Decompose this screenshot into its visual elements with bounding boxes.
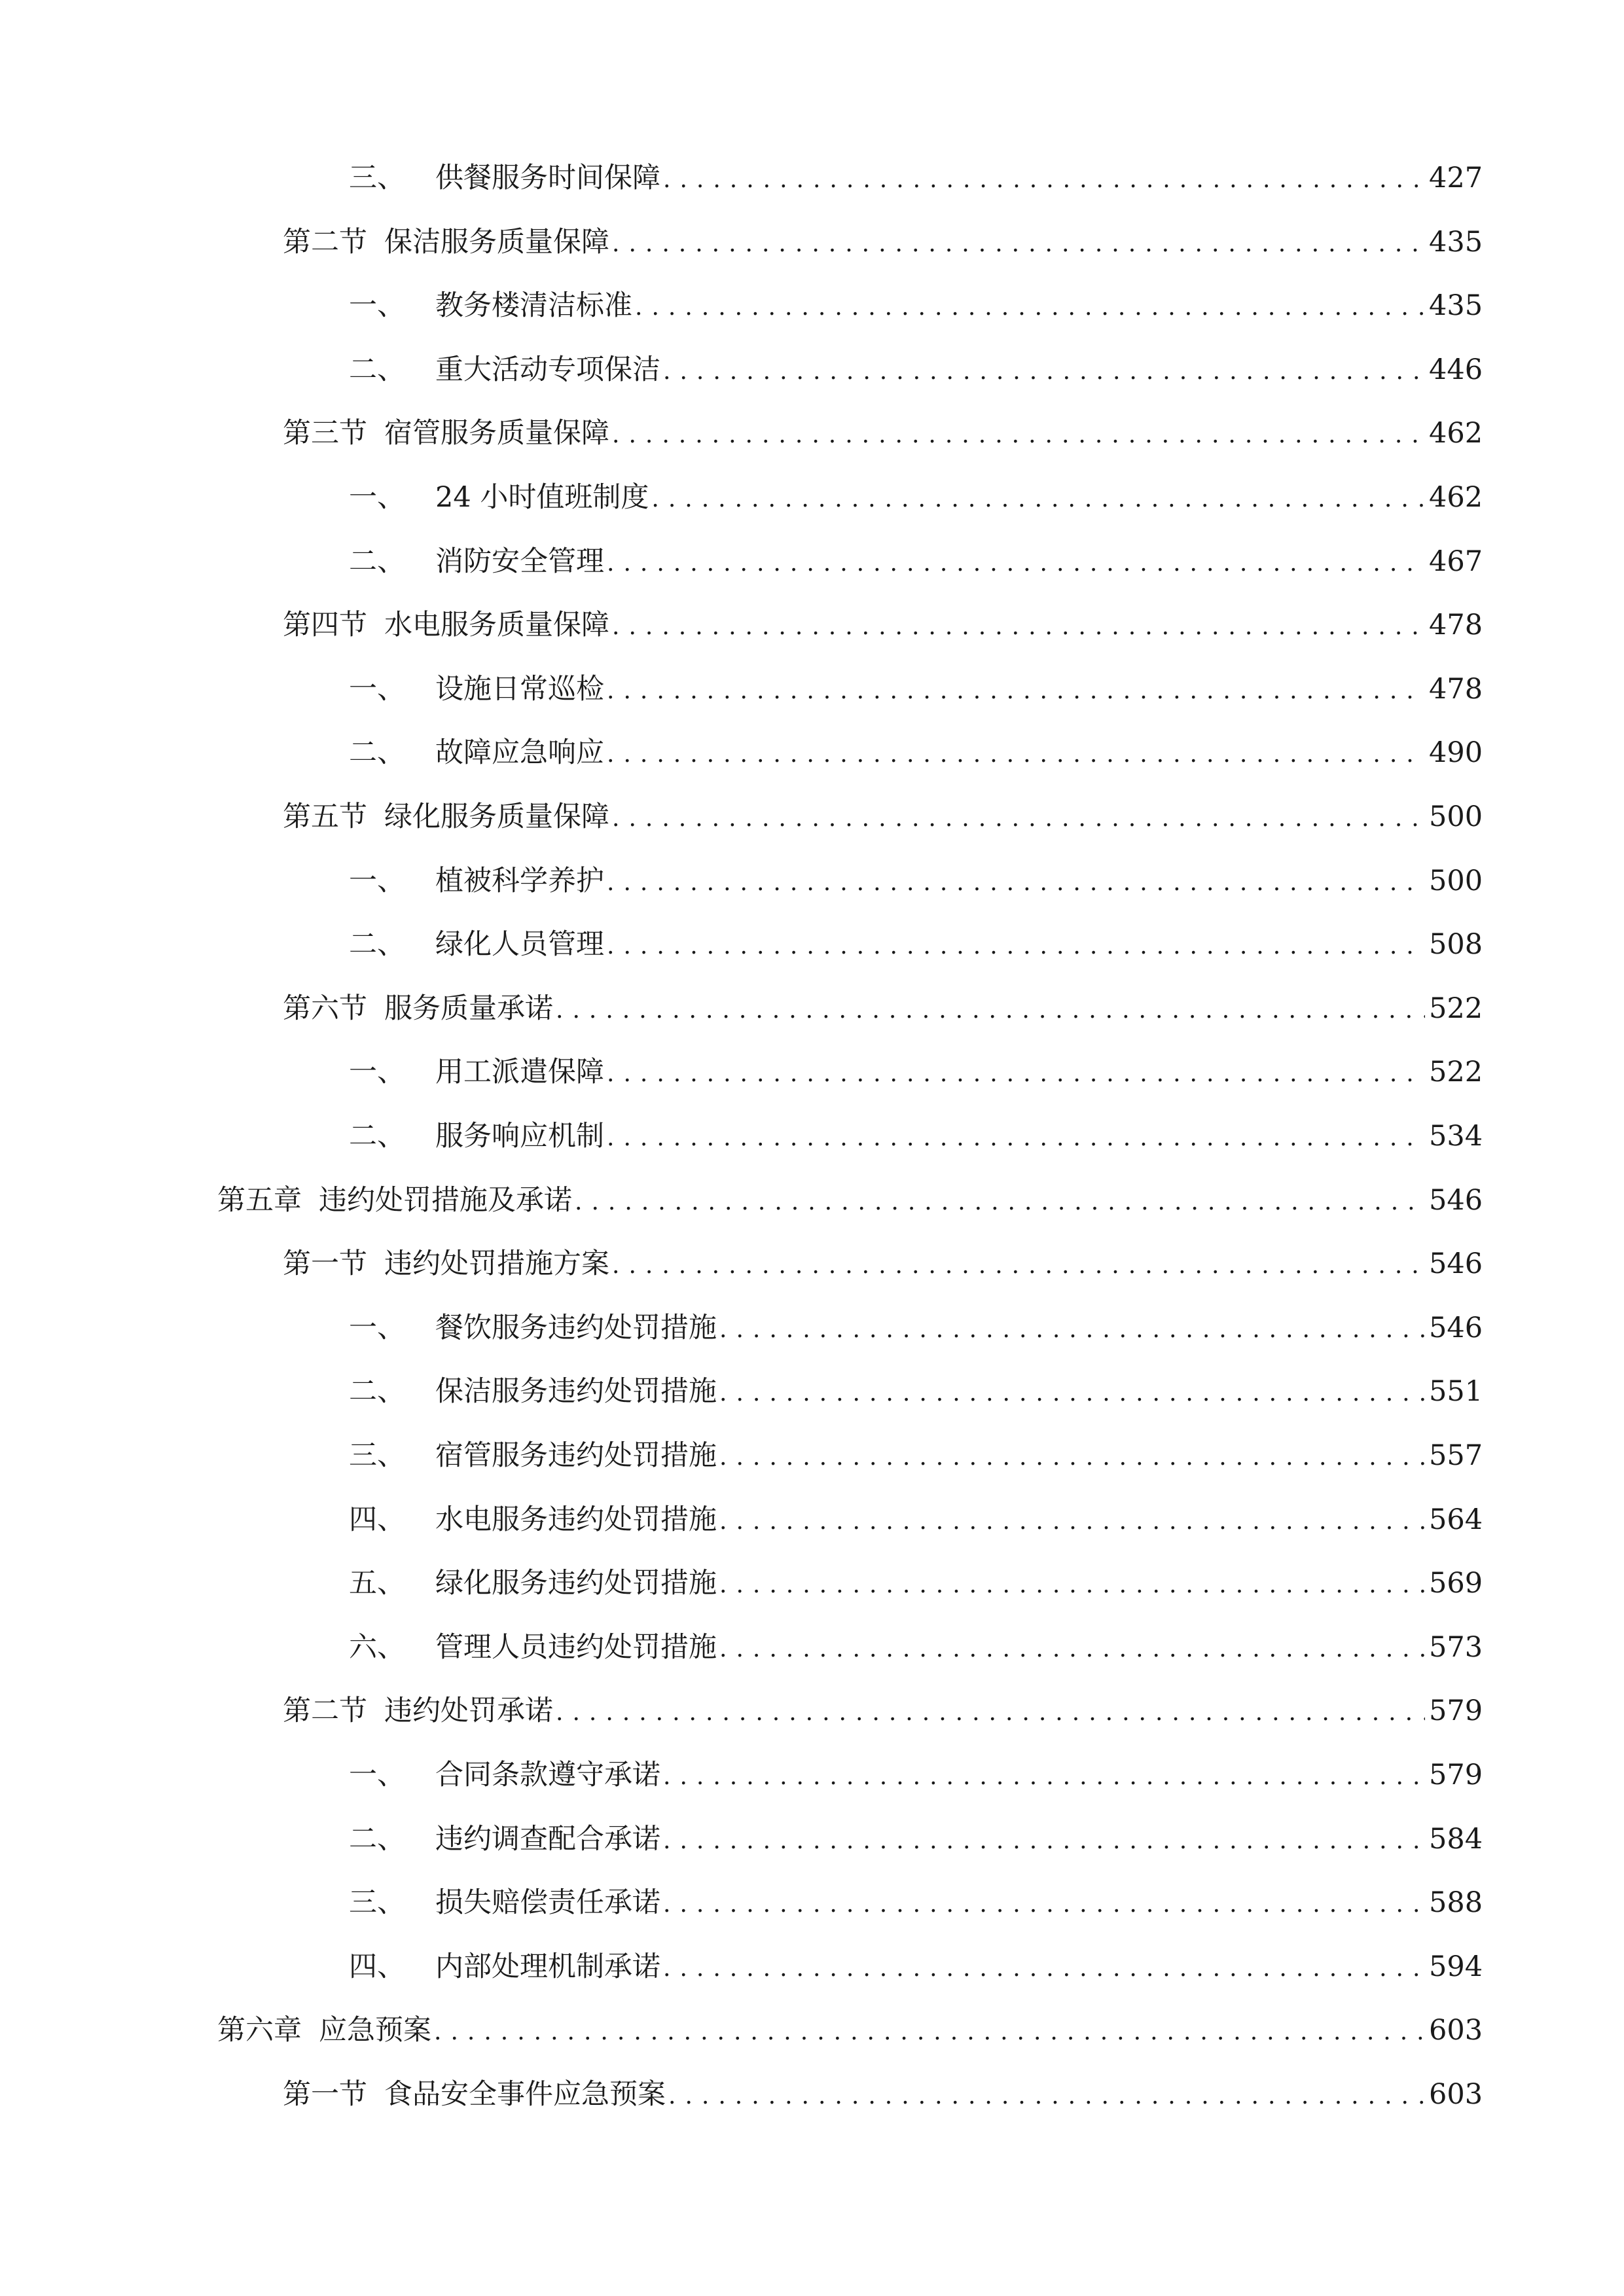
toc-entry-number: 第一节 [283,2078,367,2111]
toc-entry-title: 绿化服务质量保障 [384,800,609,833]
toc-entry-number: 第一节 [283,1247,367,1281]
toc-entry-page-number: 490 [1429,736,1483,770]
toc-entry-number: 二、 [349,1375,405,1408]
toc-entry-number: 六、 [349,1630,405,1664]
toc-entry-number: 二、 [349,353,405,386]
dot-leader [663,156,1425,204]
toc-entry-number: 二、 [349,1822,405,1856]
toc-entry-number: 第五节 [283,800,367,833]
dot-leader [663,1945,1425,1992]
toc-entry-title: 宿管服务违约处罚措施 [435,1439,717,1472]
toc-entry-number: 二、 [349,1120,405,1153]
toc-entry-number: 二、 [349,928,405,961]
toc-entry-title: 植被科学养护 [435,864,604,897]
toc-entry[interactable] [283,985,1483,1032]
toc-entry[interactable] [283,2071,1483,2118]
dot-leader [719,1498,1425,1545]
toc-entry-title: 餐饮服务违约处罚措施 [435,1311,717,1344]
toc-entry[interactable] [349,1049,1483,1096]
toc-entry-title: 教务楼清洁标准 [435,289,632,323]
dot-leader [651,476,1425,523]
toc-entry[interactable] [349,154,1483,202]
dot-leader [663,1881,1425,1928]
toc-entry-page-number: 573 [1429,1630,1483,1664]
dot-leader [607,859,1425,906]
toc-entry-number: 第五章 [217,1183,302,1217]
toc-entry-number: 四、 [349,1503,405,1536]
toc-entry[interactable] [349,1368,1483,1415]
toc-entry[interactable] [349,282,1483,329]
toc-entry[interactable] [349,857,1483,905]
toc-entry-title: 违约处罚承诺 [384,1695,553,1728]
toc-entry-number: 第四节 [283,609,367,642]
dot-leader [612,221,1425,268]
toc-entry-number: 三、 [349,162,405,194]
toc-entry-page-number: 500 [1429,800,1483,833]
dot-leader [635,284,1425,331]
dot-leader [607,1115,1425,1162]
toc-entry-title: 绿化服务违约处罚措施 [435,1567,717,1600]
toc-entry-number: 二、 [349,545,405,578]
toc-entry-page-number: 435 [1429,225,1483,259]
toc-entry[interactable] [283,1687,1483,1734]
toc-entry-page-number: 478 [1429,672,1483,706]
toc-entry-title: 24 小时值班制度 [435,481,649,514]
toc-entry[interactable] [349,538,1483,585]
toc-entry-number: 一、 [349,1759,405,1791]
dot-leader [612,412,1425,459]
toc-entry-page-number: 462 [1429,417,1483,450]
toc-entry-page-number: 478 [1429,609,1483,642]
toc-entry-title: 故障应急响应 [435,736,604,770]
toc-entry[interactable] [349,1113,1483,1160]
toc-entry[interactable] [349,346,1483,393]
toc-entry-page-number: 579 [1429,1695,1483,1728]
toc-entry[interactable] [349,729,1483,776]
dot-leader [612,1242,1425,1289]
toc-entry[interactable] [283,410,1483,457]
toc-entry-page-number: 564 [1429,1503,1483,1536]
toc-entry[interactable] [349,1816,1483,1863]
toc-entry-page-number: 522 [1429,992,1483,1025]
toc-entry-title: 重大活动专项保洁 [435,353,660,386]
toc-entry-title: 内部处理机制承诺 [435,1950,660,1983]
dot-leader [556,987,1425,1034]
toc-entry-page-number: 467 [1429,545,1483,578]
toc-entry[interactable] [349,666,1483,713]
toc-entry[interactable] [349,1560,1483,1607]
toc-entry-page-number: 579 [1429,1759,1483,1791]
toc-entry-number: 三、 [349,1439,405,1472]
toc-entry-page-number: 546 [1429,1183,1483,1217]
toc-entry-title: 服务质量承诺 [384,992,553,1025]
dot-leader [719,1306,1425,1354]
toc-entry-title: 保洁服务违约处罚措施 [435,1375,717,1408]
toc-entry-page-number: 557 [1429,1439,1483,1472]
toc-entry-number: 二、 [349,736,405,770]
dot-leader [575,1179,1425,1226]
toc-entry-number: 第六章 [217,2014,302,2047]
dot-leader [719,1434,1425,1481]
toc-entry-page-number: 603 [1429,2014,1483,2047]
toc-entry-number: 一、 [349,864,405,897]
toc-entry-page-number: 594 [1429,1950,1483,1983]
toc-entry-title: 保洁服务质量保障 [384,225,609,259]
toc-entry-title: 应急预案 [319,2014,431,2047]
toc-entry-page-number: 534 [1429,1120,1483,1153]
toc-entry-title: 用工派遣保障 [435,1056,604,1089]
dot-leader [663,1753,1425,1801]
toc-entry-number: 一、 [349,1311,405,1344]
toc-entry-page-number: 546 [1429,1311,1483,1344]
toc-entry-page-number: 588 [1429,1886,1483,1920]
dot-leader [663,348,1425,395]
dot-leader [607,731,1425,778]
toc-entry-page-number: 508 [1429,928,1483,961]
dot-leader [612,795,1425,842]
toc-entry-title: 消防安全管理 [435,545,604,578]
toc-entry-title: 水电服务质量保障 [384,609,609,642]
toc-entry-title: 违约处罚措施方案 [384,1247,609,1281]
toc-entry-title: 违约调查配合承诺 [435,1822,660,1856]
dot-leader [607,923,1425,970]
toc-entry-number: 四、 [349,1950,405,1983]
toc-entry-number: 五、 [349,1567,405,1600]
toc-entry-title: 绿化人员管理 [435,928,604,961]
toc-entry[interactable] [349,1496,1483,1543]
toc-entry-page-number: 427 [1429,162,1483,194]
toc-entry-page-number: 569 [1429,1567,1483,1600]
toc-entry-title: 水电服务违约处罚措施 [435,1503,717,1536]
toc-entry[interactable] [349,1943,1483,1990]
toc-entry-title: 宿管服务质量保障 [384,417,609,450]
toc-entry-number: 一、 [349,289,405,323]
dot-leader [719,1626,1425,1673]
dot-leader [607,1050,1425,1098]
dot-leader [556,1689,1425,1736]
dot-leader [607,668,1425,715]
toc-entry[interactable] [349,1304,1483,1352]
dot-leader [663,1818,1425,1865]
toc-entry-title: 违约处罚措施及承诺 [319,1183,572,1217]
toc-entry-number: 第二节 [283,225,367,259]
toc-entry[interactable] [349,1879,1483,1926]
toc-entry-page-number: 435 [1429,289,1483,323]
toc-entry-page-number: 522 [1429,1056,1483,1089]
toc-entry[interactable] [283,1240,1483,1287]
toc-entry[interactable] [283,219,1483,266]
toc-entry[interactable] [283,601,1483,649]
dot-leader [668,2073,1425,2120]
toc-entry[interactable] [217,1177,1483,1224]
toc-entry[interactable] [283,793,1483,840]
dot-leader [719,1562,1425,1609]
toc-entry-number: 第六节 [283,992,367,1025]
toc-entry-page-number: 500 [1429,864,1483,897]
toc-entry-number: 三、 [349,1886,405,1920]
toc-entry-title: 设施日常巡检 [435,672,604,706]
toc-entry-number: 一、 [349,481,405,514]
toc-entry-title: 合同条款遵守承诺 [435,1759,660,1791]
toc-entry-number: 第三节 [283,417,367,450]
toc-entry-page-number: 546 [1429,1247,1483,1281]
toc-entry-number: 第二节 [283,1695,367,1728]
dot-leader [434,2009,1425,2056]
toc-entry-page-number: 603 [1429,2078,1483,2111]
toc-entry-number: 一、 [349,672,405,706]
dot-leader [607,540,1425,587]
toc-entry-title: 食品安全事件应急预案 [384,2078,666,2111]
toc-entry-title: 供餐服务时间保障 [435,162,660,194]
toc-entry[interactable] [217,2007,1483,2054]
toc-entry[interactable] [349,1432,1483,1479]
dot-leader [719,1370,1425,1417]
toc-entry-page-number: 551 [1429,1375,1483,1408]
toc-entry-page-number: 446 [1429,353,1483,386]
toc-entry-page-number: 584 [1429,1822,1483,1856]
toc-entry-number: 一、 [349,1056,405,1089]
toc-entry[interactable] [349,474,1483,521]
toc-entry-title: 管理人员违约处罚措施 [435,1630,717,1664]
toc-entry[interactable] [349,921,1483,968]
toc-entry-title: 服务响应机制 [435,1120,604,1153]
toc-entry-title: 损失赔偿责任承诺 [435,1886,660,1920]
toc-entry-page-number: 462 [1429,481,1483,514]
toc-entry[interactable] [349,1624,1483,1671]
dot-leader [612,603,1425,651]
toc-entry[interactable] [349,1751,1483,1799]
